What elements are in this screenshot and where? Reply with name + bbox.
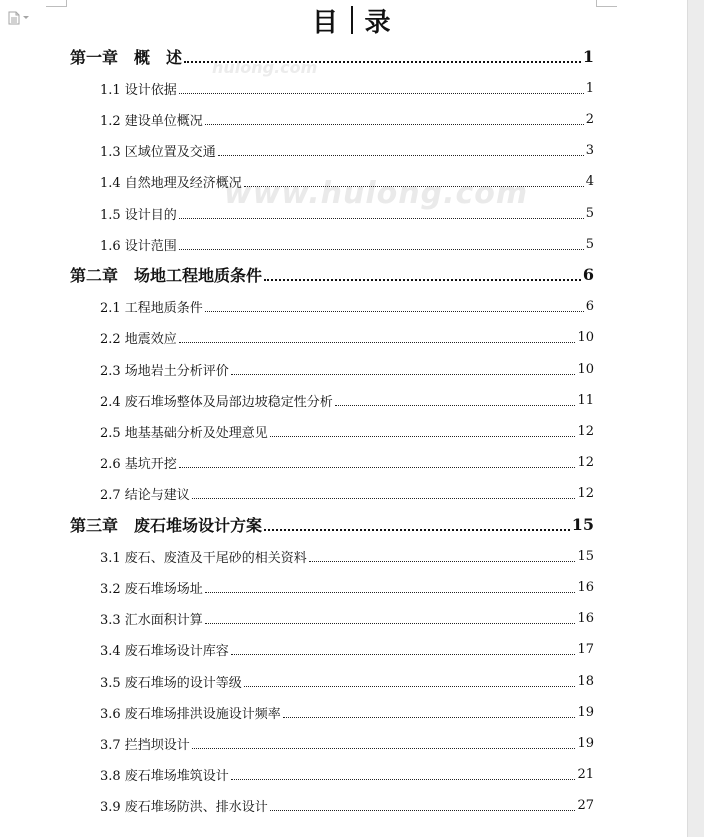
toc-section-3-6[interactable] bbox=[100, 701, 594, 723]
dot-leader bbox=[192, 498, 576, 499]
page-title bbox=[312, 4, 392, 36]
toc-label: 3.9 废石堆场防洪、排水设计 bbox=[100, 799, 268, 815]
dot-leader bbox=[179, 93, 584, 94]
watermark-small: hulong.com bbox=[212, 58, 318, 77]
dot-leader bbox=[309, 561, 576, 562]
toc-label: 1.1 设计依据 bbox=[100, 82, 177, 98]
toc-label: 2.5 地基基础分析及处理意见 bbox=[100, 425, 268, 441]
toc-section-2-3[interactable] bbox=[100, 358, 594, 380]
toc-label: 1.6 设计范围 bbox=[100, 238, 177, 254]
dot-leader bbox=[179, 467, 576, 468]
toc-page-number: 10 bbox=[577, 329, 594, 345]
toc-section-2-5[interactable] bbox=[100, 420, 594, 442]
dot-leader bbox=[179, 249, 584, 250]
toc-chapter-1[interactable] bbox=[70, 45, 594, 67]
toc-page-number: 1 bbox=[582, 46, 594, 66]
toc-label: 第二章 场地工程地质条件 bbox=[70, 265, 263, 285]
toc-label: 2.4 废石堆场整体及局部边坡稳定性分析 bbox=[100, 394, 333, 410]
dot-leader bbox=[231, 654, 576, 655]
toc-section-1-6[interactable] bbox=[100, 233, 594, 255]
toc-section-3-4[interactable] bbox=[100, 638, 594, 660]
toc-section-2-4[interactable] bbox=[100, 389, 594, 411]
title-char-left: 目 bbox=[312, 7, 340, 38]
toc-section-2-2[interactable] bbox=[100, 326, 594, 348]
dot-leader bbox=[192, 748, 576, 749]
toc-section-1-1[interactable] bbox=[100, 77, 594, 99]
dot-leader bbox=[205, 124, 584, 125]
toc-page-number: 2 bbox=[585, 111, 594, 127]
toc-label: 2.7 结论与建议 bbox=[100, 487, 190, 503]
toc-page-number: 12 bbox=[577, 423, 594, 439]
dot-leader bbox=[335, 405, 576, 406]
toc-section-1-3[interactable] bbox=[100, 139, 594, 161]
dot-leader bbox=[205, 623, 576, 624]
toc-section-3-2[interactable] bbox=[100, 576, 594, 598]
toc-page-number: 5 bbox=[585, 205, 594, 221]
document-menu-button[interactable] bbox=[8, 11, 29, 25]
toc-page-number: 10 bbox=[577, 361, 594, 377]
toc-page-number: 6 bbox=[585, 298, 594, 314]
toc-label: 1.3 区域位置及交通 bbox=[100, 144, 216, 160]
dot-leader bbox=[205, 311, 584, 312]
toc-section-1-4[interactable] bbox=[100, 170, 594, 192]
toc-page-number: 6 bbox=[582, 264, 594, 284]
toc-section-2-7[interactable] bbox=[100, 482, 594, 504]
dot-leader bbox=[231, 779, 576, 780]
toc-page-number: 3 bbox=[585, 142, 594, 158]
toc-page-number: 5 bbox=[585, 236, 594, 252]
toc-chapter-3[interactable] bbox=[70, 513, 594, 535]
toc-section-3-7[interactable] bbox=[100, 732, 594, 754]
toc-page-number: 16 bbox=[577, 579, 594, 595]
toc-page-number: 15 bbox=[571, 514, 594, 534]
toc-label: 2.3 场地岩土分析评价 bbox=[100, 363, 229, 379]
dot-leader bbox=[218, 155, 584, 156]
toc-label: 3.3 汇水面积计算 bbox=[100, 612, 203, 628]
title-char-right: 录 bbox=[364, 7, 392, 38]
dot-leader bbox=[270, 436, 576, 437]
toc-page-number: 19 bbox=[577, 735, 594, 751]
document-icon bbox=[8, 11, 20, 25]
dot-leader bbox=[264, 279, 581, 281]
toc-label: 3.2 废石堆场场址 bbox=[100, 581, 203, 597]
toc-label: 2.6 基坑开挖 bbox=[100, 456, 177, 472]
dot-leader bbox=[205, 592, 576, 593]
toc-section-3-9[interactable] bbox=[100, 794, 594, 816]
dot-leader bbox=[283, 717, 576, 718]
toc-label: 3.4 废石堆场设计库容 bbox=[100, 643, 229, 659]
toc-page-number: 27 bbox=[577, 797, 594, 813]
chevron-down-icon bbox=[23, 16, 29, 20]
dot-leader bbox=[179, 342, 576, 343]
page-corner-marker bbox=[596, 0, 617, 7]
toc-page-number: 1 bbox=[585, 80, 594, 96]
toc-label: 3.6 废石堆场排洪设施设计频率 bbox=[100, 706, 281, 722]
toc-section-1-2[interactable] bbox=[100, 108, 594, 130]
toc-label: 1.2 建设单位概况 bbox=[100, 113, 203, 129]
toc-label: 3.7 拦挡坝设计 bbox=[100, 737, 190, 753]
watermark-large: www.hulong.com bbox=[224, 176, 529, 211]
toc-label: 2.1 工程地质条件 bbox=[100, 300, 203, 316]
toc-page-number: 19 bbox=[577, 704, 594, 720]
toc-page-number: 12 bbox=[577, 454, 594, 470]
toc-label: 1.4 自然地理及经济概况 bbox=[100, 175, 242, 191]
toc-section-3-3[interactable] bbox=[100, 607, 594, 629]
text-cursor bbox=[351, 6, 353, 34]
toc-label: 1.5 设计目的 bbox=[100, 207, 177, 223]
toc-label: 第一章 概 述 bbox=[70, 47, 183, 67]
dot-leader bbox=[244, 686, 576, 687]
page-corner-marker bbox=[46, 0, 67, 7]
dot-leader bbox=[270, 810, 576, 811]
toc-label: 2.2 地震效应 bbox=[100, 331, 177, 347]
toc-page-number: 18 bbox=[577, 673, 594, 689]
toc-page-number: 21 bbox=[577, 766, 594, 782]
toc-chapter-2[interactable] bbox=[70, 263, 594, 285]
toc-label: 第三章 废石堆场设计方案 bbox=[70, 515, 263, 535]
toc-section-3-1[interactable] bbox=[100, 545, 594, 567]
toc-label: 3.8 废石堆场堆筑设计 bbox=[100, 768, 229, 784]
dot-leader bbox=[184, 61, 581, 63]
toc-page-number: 16 bbox=[577, 610, 594, 626]
dot-leader bbox=[231, 374, 576, 375]
toc-page-number: 4 bbox=[585, 173, 594, 189]
dot-leader bbox=[264, 529, 570, 531]
toc-section-1-5[interactable] bbox=[100, 202, 594, 224]
dot-leader bbox=[179, 218, 584, 219]
toc-section-2-6[interactable] bbox=[100, 451, 594, 473]
toc-page-number: 11 bbox=[577, 392, 594, 408]
toc-page-number: 17 bbox=[577, 641, 594, 657]
toc-section-3-5[interactable] bbox=[100, 670, 594, 692]
toc-section-3-8[interactable] bbox=[100, 763, 594, 785]
toc-section-2-1[interactable] bbox=[100, 295, 594, 317]
toc-label: 3.5 废石堆场的设计等级 bbox=[100, 675, 242, 691]
toc-label: 3.1 废石、废渣及干尾砂的相关资料 bbox=[100, 550, 307, 566]
dot-leader bbox=[244, 186, 584, 187]
vertical-scrollbar[interactable] bbox=[687, 0, 704, 837]
toc-page-number: 15 bbox=[577, 548, 594, 564]
toc-page-number: 12 bbox=[577, 485, 594, 501]
